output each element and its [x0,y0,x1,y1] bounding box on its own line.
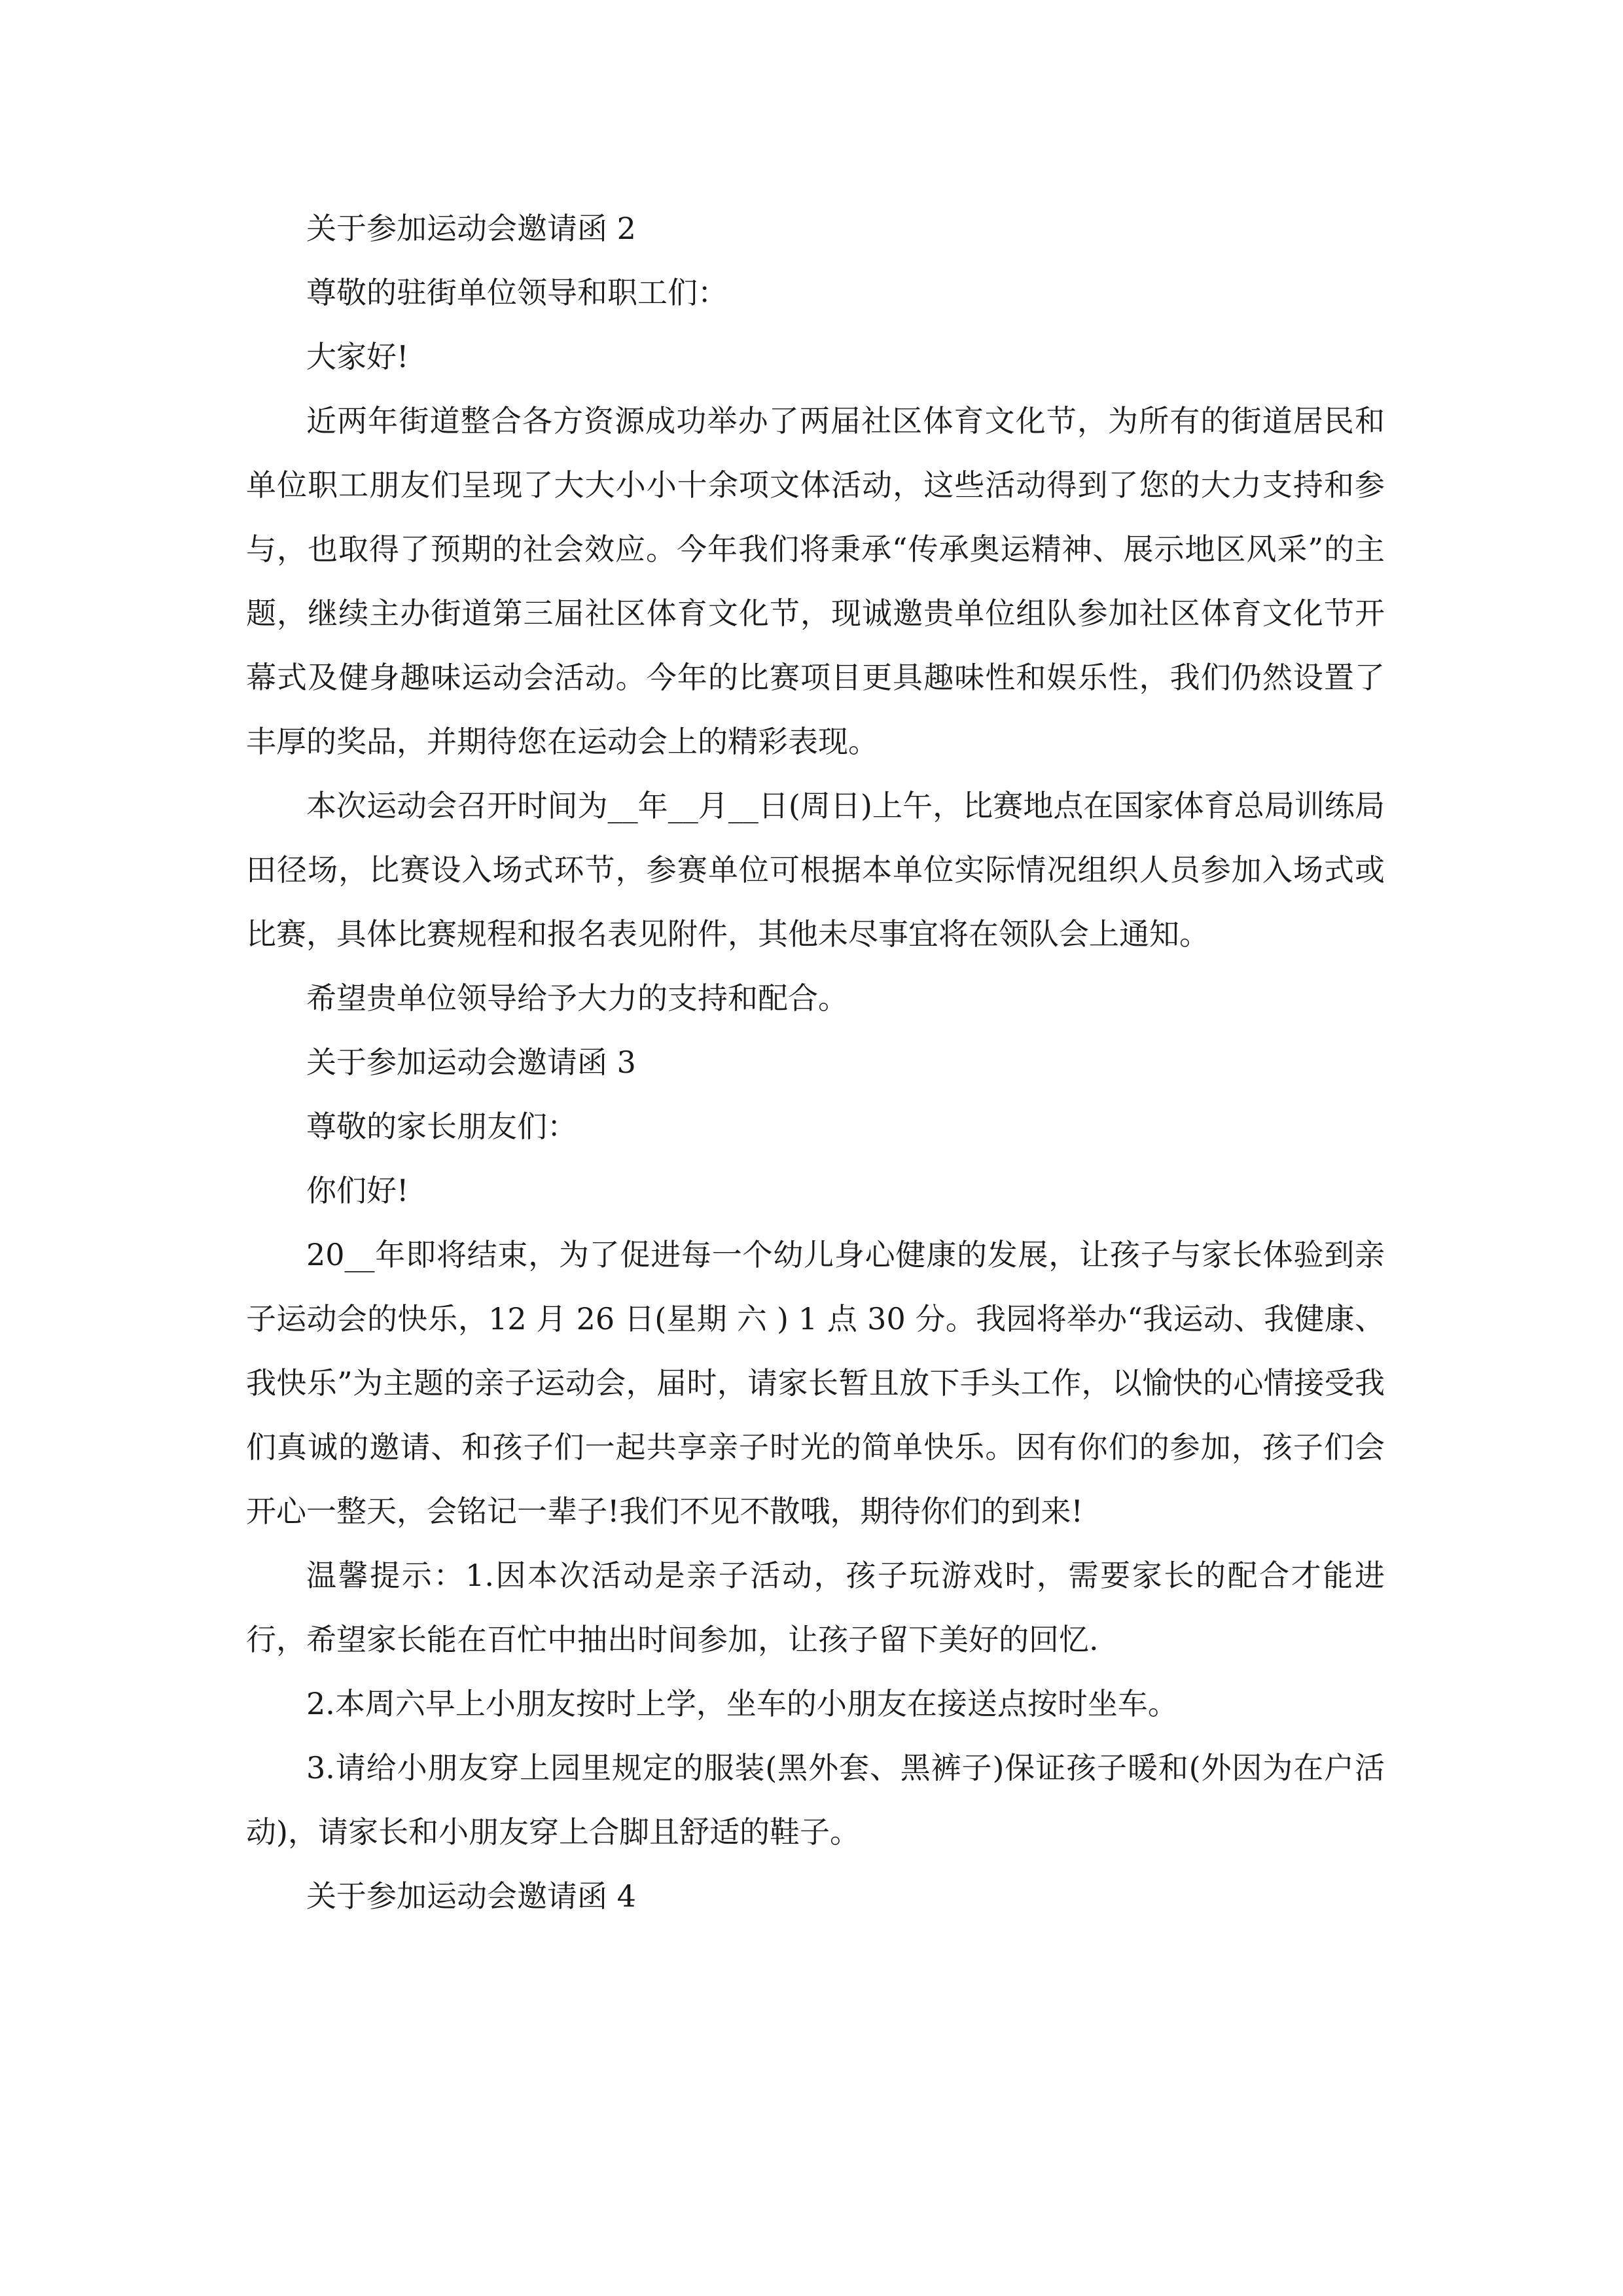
document-body [246,196,1385,1928]
body-paragraph: 20__年即将结束，为了促进每一个幼儿身心健康的发展，让孩子与家长体验到亲子运动会的快乐，12 月 26 日(星期 六 ) 1 点 30 分。我园将举办“我运动、我健康、我快乐”为主题的亲子运动会，届时，请家长暂且放下手头工作，以愉快的心情接受我们真诚的邀请、和孩子们一起共享亲子时光的简单快乐。因有你们的参加，孩子们会开心一整天，会铭记一辈子!我们不见不散哦，期待你们的到来! [246,1237,1385,1529]
heading-invitation-2: 关于参加运动会邀请函 2 [306,211,636,246]
body-paragraph: 本次运动会召开时间为__年__月__日(周日)上午，比赛地点在国家体育总局训练局田径场，比赛设入场式环节，参赛单位可根据本单位实际情况组织人员参加入场式或比赛，具体比赛规程和报名表见附件，其他未尽事宜将在领队会上通知。 [246,788,1385,952]
body-paragraph: 希望贵单位领导给予大力的支持和配合。 [306,980,848,1016]
salutation-units: 尊敬的驻街单位领导和职工们： [306,275,728,310]
heading-invitation-4: 关于参加运动会邀请函 4 [306,1878,636,1914]
body-paragraph: 近两年街道整合各方资源成功举办了两届社区体育文化节，为所有的街道居民和单位职工朋友们呈现了大大小小十余项文体活动，这些活动得到了您的大力支持和参与，也取得了预期的社会效应。今年我们将秉承“传承奥运精神、展示地区风采”的主题，继续主办街道第三届社区体育文化节，现诚邀贵单位组队参加社区体育文化节开幕式及健身趣味运动会活动。今年的比赛项目更具趣味性和娱乐性，我们仍然设置了丰厚的奖品，并期待您在运动会上的精彩表现。 [246,403,1385,759]
salutation-parents: 尊敬的家长朋友们： [306,1109,577,1144]
greeting: 大家好! [306,339,409,374]
tip-paragraph: 2.本周六早上小朋友按时上学，坐车的小朋友在接送点按时坐车。 [306,1686,1178,1721]
greeting: 你们好! [306,1173,409,1208]
tip-paragraph: 3.请给小朋友穿上园里规定的服装(黑外套、黑裤子)保证孩子暖和(外因为在户活动)，请家长和小朋友穿上合脚且舒适的鞋子。 [246,1750,1385,1850]
tip-paragraph: 温馨提示：1.因本次活动是亲子活动，孩子玩游戏时，需要家长的配合才能进行，希望家长能在百忙中抽出时间参加，让孩子留下美好的回忆. [246,1558,1385,1657]
heading-invitation-3: 关于参加运动会邀请函 3 [306,1045,636,1080]
